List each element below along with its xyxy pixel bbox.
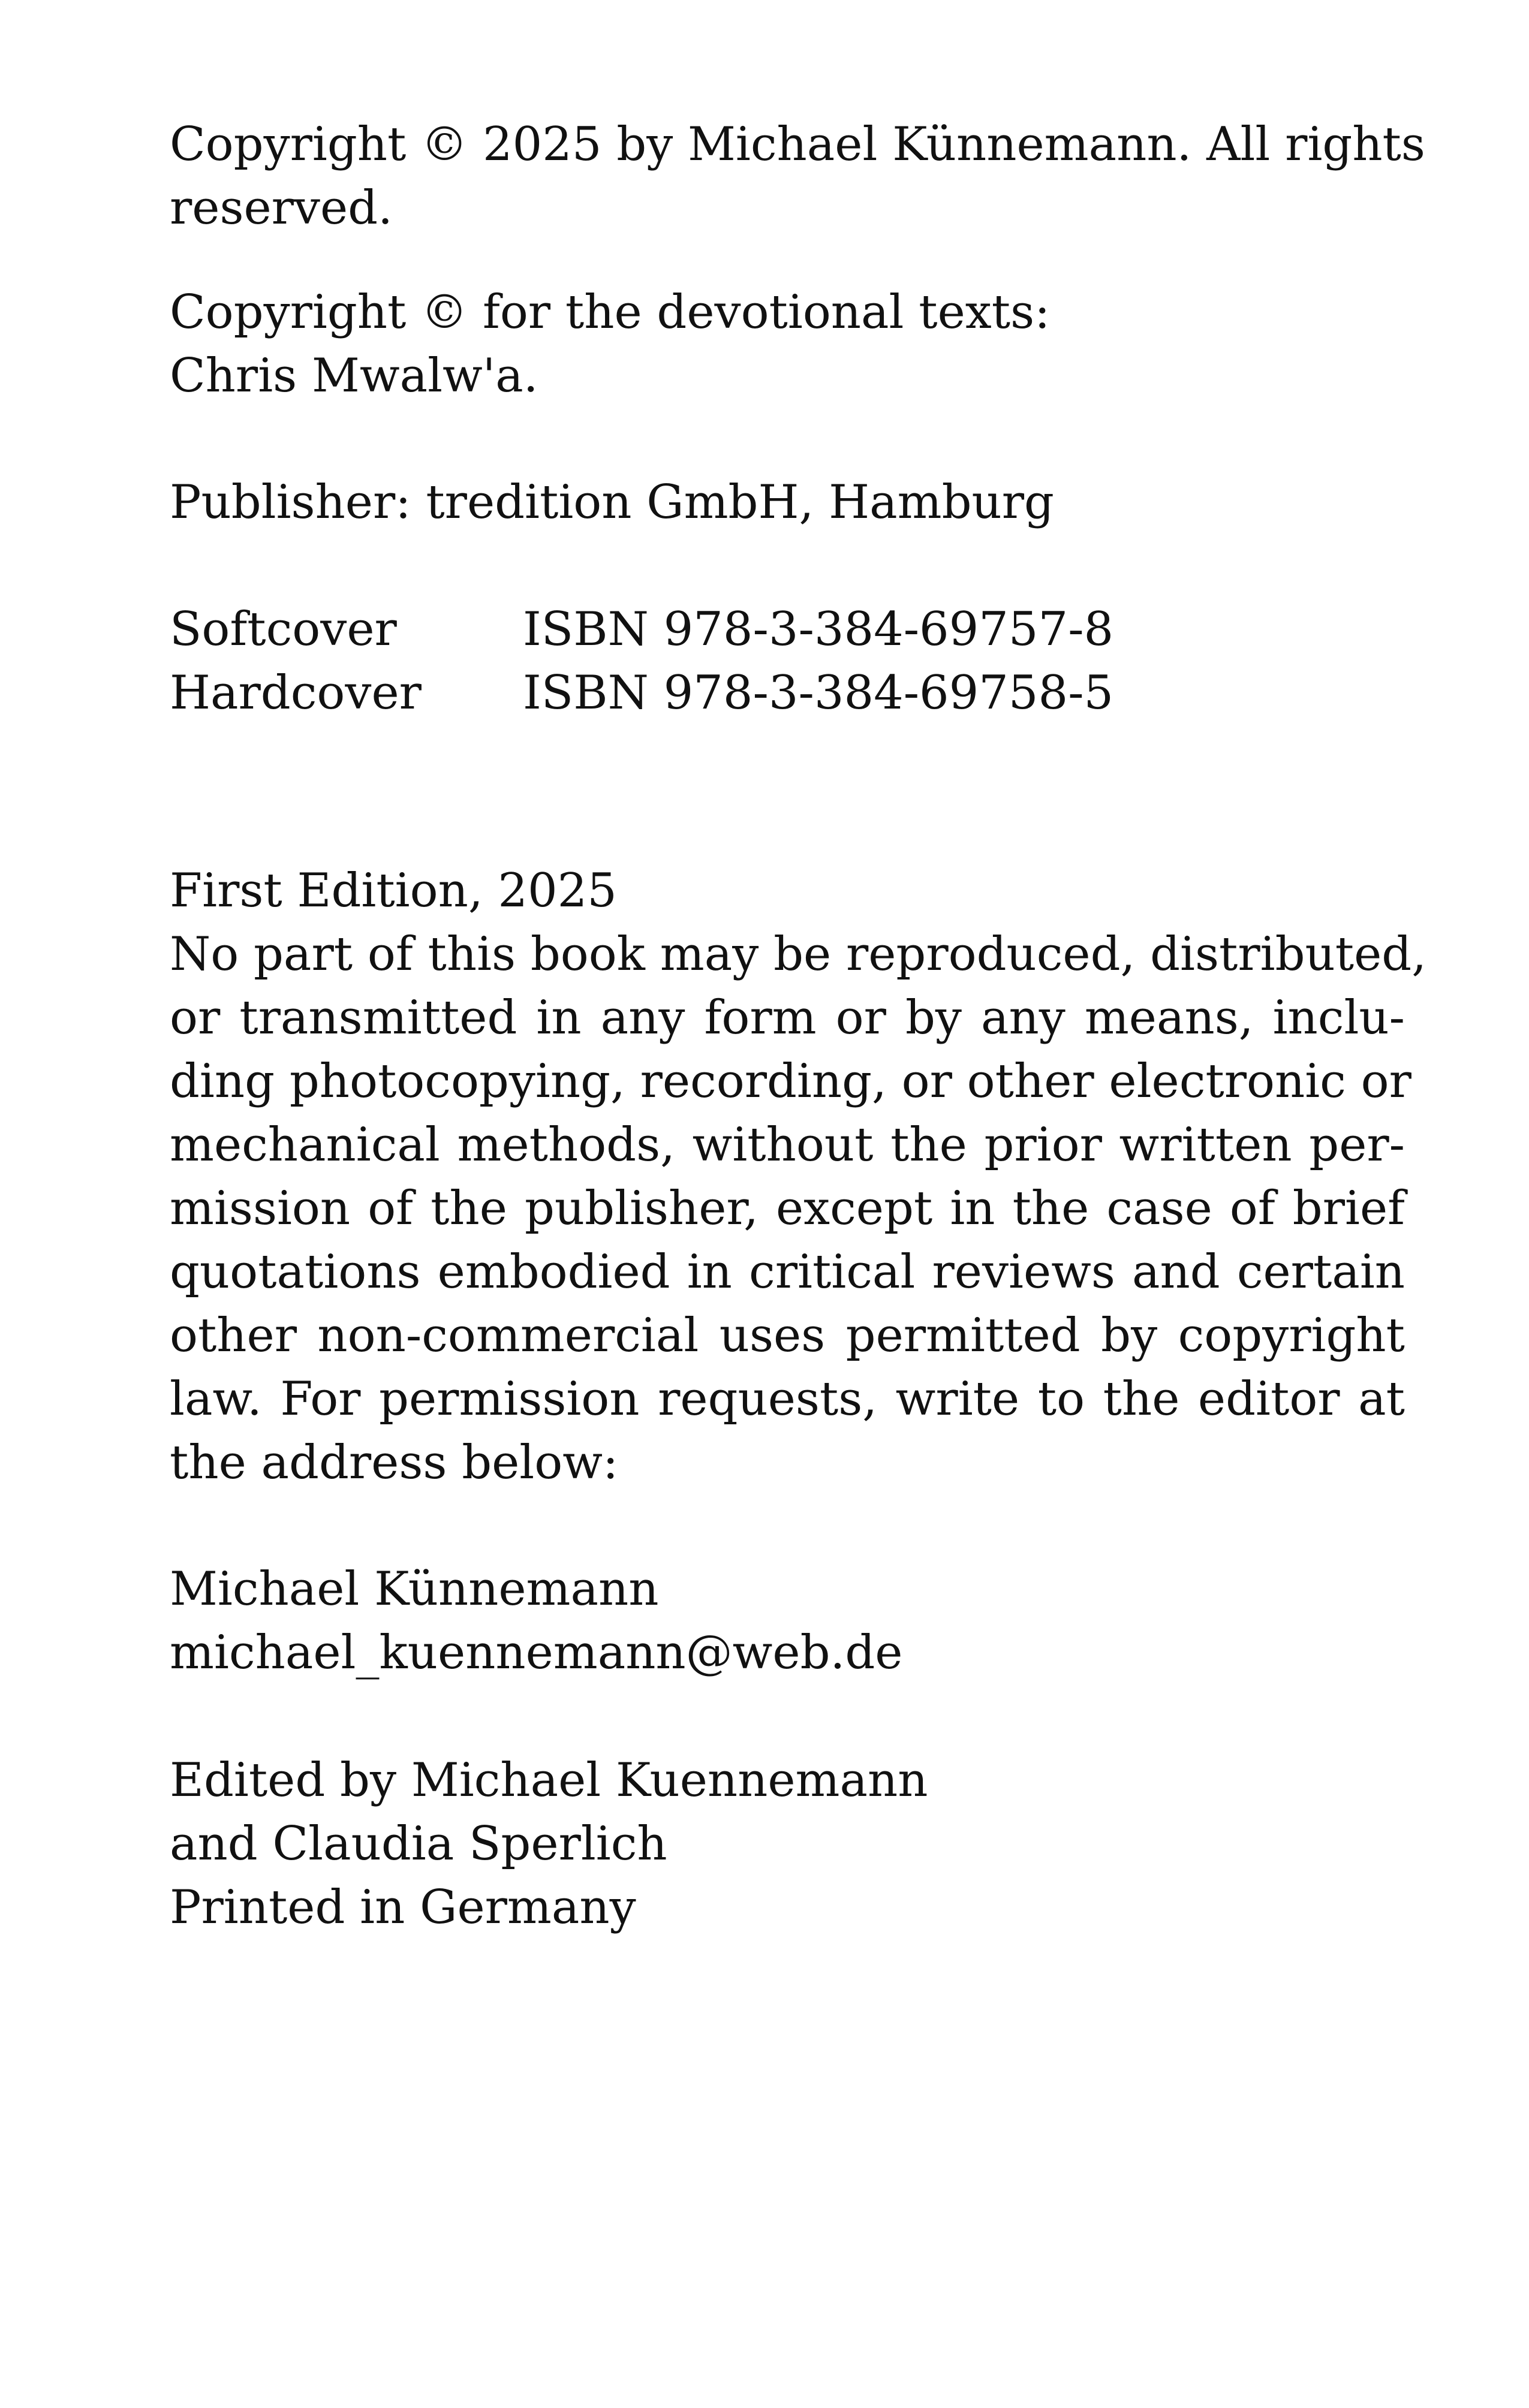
edition-line: First Edition, 2025 bbox=[170, 864, 617, 918]
isbn-softcover-label: Softcover bbox=[170, 602, 397, 656]
notice-line: law. For permission requests, write to the editor at bbox=[170, 1372, 1405, 1426]
notice-line: other non-commercial uses permitted by copyright bbox=[170, 1309, 1405, 1363]
notice-line: quotations embodied in critical reviews and certain bbox=[170, 1245, 1405, 1299]
credits-line-3: Printed in Germany bbox=[170, 1880, 636, 1934]
notice-line: mechanical methods, without the prior written per- bbox=[170, 1118, 1405, 1172]
credits-line-1: Edited by Michael Kuennemann bbox=[170, 1753, 928, 1807]
notice-line: the address below: bbox=[170, 1436, 619, 1490]
isbn-hardcover-value: ISBN 978-3-384-69758-5 bbox=[523, 666, 1114, 720]
notice-line: No part of this book may be reproduced, distributed, bbox=[170, 927, 1426, 981]
devotional-copyright-line-1: Copyright © for the devotional texts: bbox=[170, 285, 1051, 339]
isbn-hardcover-label: Hardcover bbox=[170, 666, 422, 720]
notice-line: ding photocopying, recording, or other electronic or bbox=[170, 1054, 1411, 1108]
devotional-copyright-line-2: Chris Mwalw'a. bbox=[170, 349, 538, 403]
copyright-line-2: reserved. bbox=[170, 181, 393, 235]
isbn-softcover-value: ISBN 978-3-384-69757-8 bbox=[523, 602, 1114, 656]
contact-email: michael_kuennemann@web.de bbox=[170, 1626, 903, 1680]
publisher-line: Publisher: tredition GmbH, Hamburg bbox=[170, 475, 1054, 529]
credits-line-2: and Claudia Sperlich bbox=[170, 1817, 667, 1871]
notice-line: or transmitted in any form or by any means, inclu- bbox=[170, 991, 1405, 1045]
copyright-line-1: Copyright © 2025 by Michael Künnemann. All rights bbox=[170, 117, 1425, 171]
notice-line: mission of the publisher, except in the case of brief bbox=[170, 1182, 1405, 1235]
contact-name: Michael Künnemann bbox=[170, 1562, 659, 1616]
